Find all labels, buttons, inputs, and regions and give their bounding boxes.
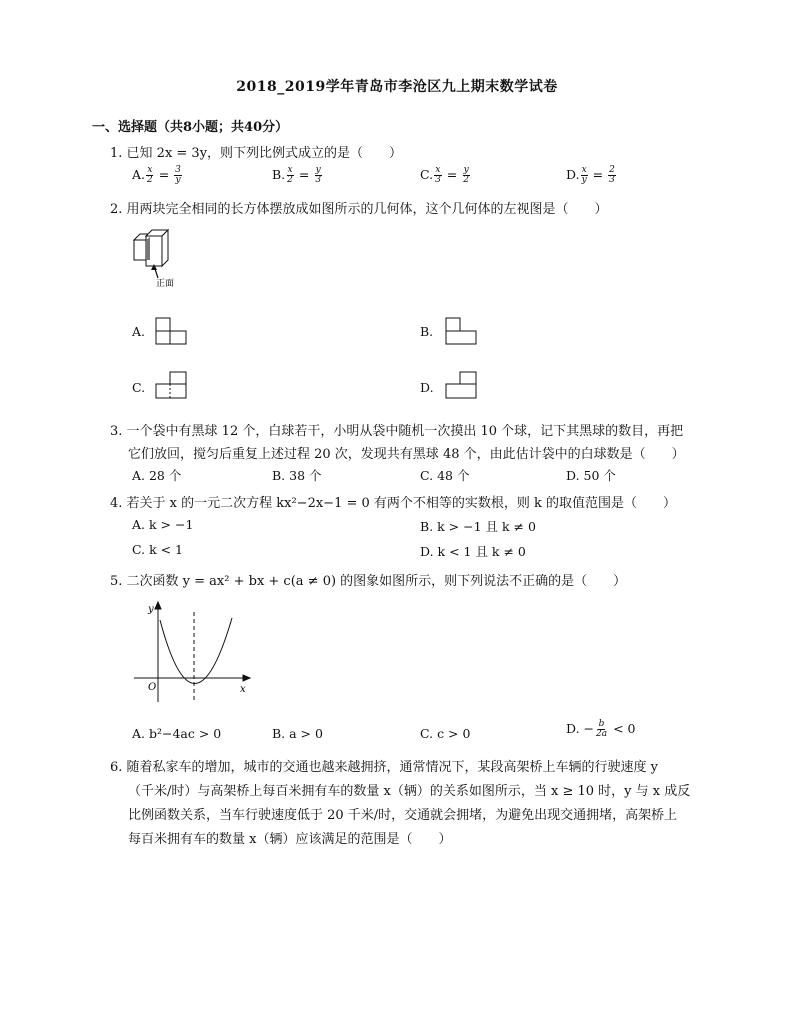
- option-a-view: [150, 316, 190, 346]
- x-axis-label: x: [240, 684, 246, 695]
- question-3-line-2: 它们放回，搅匀后重复上述过程 20 次，发现共有黑球 48 个，由此估计袋中的白球数是（ ）: [128, 447, 685, 462]
- question-1-stem: 1. 已知 2x = 3y，则下列比例式成立的是（ ）: [110, 146, 403, 161]
- question-6-line-2: （千米/时）与高架桥上每百米拥有车的数量 x（辆）的关系如图所示，当 x ≥ 10 时，y 与 x 成反: [128, 784, 691, 799]
- question-3-option-d: D. 50 个: [566, 468, 616, 483]
- question-2-option-c: C.: [132, 380, 146, 395]
- question-2-option-a: A.: [132, 324, 146, 339]
- question-6-line-4: 每百米拥有车的数量 x（辆）应该满足的范围是（ ）: [128, 832, 452, 847]
- question-1-option-d: D. $\frac{x}{y}$ = $\frac{2}{3}$: [566, 165, 615, 185]
- question-1-option-c: C. $\frac{x}{3}$ = $\frac{y}{2}$: [420, 165, 469, 185]
- question-3-option-b: B. 38 个: [272, 468, 322, 483]
- solid-figure: [128, 226, 188, 290]
- front-label: 正面: [156, 279, 175, 289]
- section-heading: 一、选择题（共8小题；共40分）: [92, 120, 289, 135]
- question-4-option-b: B. k > −1 且 k ≠ 0: [420, 519, 536, 534]
- option-b-view: [440, 316, 480, 346]
- origin-label: O: [148, 682, 157, 693]
- question-4-option-a: A. k > −1: [132, 517, 194, 532]
- parabola-curve: [160, 618, 232, 684]
- option-c-view: [150, 370, 190, 402]
- y-axis-arrow: [155, 602, 161, 609]
- x-axis-arrow: [243, 675, 250, 681]
- question-1-option-b: B. $\frac{x}{2}$ = $\frac{y}{3}$: [272, 165, 322, 185]
- question-5-option-c: C. c > 0: [420, 726, 471, 741]
- option-d-suffix: < 0: [613, 721, 636, 736]
- option-d-view: [440, 370, 480, 402]
- question-5-option-d: [566, 720, 635, 739]
- question-3-line-1: 3. 一个袋中有黑球 12 个，白球若干，小明从袋中随机一次摸出 10 个球，记下其黑球的数目，再把: [110, 424, 684, 439]
- option-d-prefix: D. −: [566, 721, 594, 736]
- question-1-option-a: A. $\frac{x}{2}$ = $\frac{3}{y}$: [132, 165, 181, 185]
- question-6-line-1: 6. 随着私家车的增加，城市的交通也越来越拥挤，通常情况下，某段高架桥上车辆的行驶速度 y: [110, 760, 659, 775]
- y-axis-label: y: [148, 604, 154, 615]
- question-6-line-3: 比例函数关系，当车行驶速度低于 20 千米/时，交通就会拥堵，为避免出现交通拥堵，高架桥上: [128, 808, 678, 823]
- question-3-option-c: C. 48 个: [420, 468, 470, 483]
- parabola-graph: [130, 598, 260, 708]
- question-4-option-d: D. k < 1 且 k ≠ 0: [420, 544, 526, 559]
- question-5-option-a: A. b²−4ac > 0: [132, 726, 222, 741]
- question-4-stem: 4. 若关于 x 的一元二次方程 kx²−2x−1 = 0 有两个不相等的实数根，则 k 的取值范围是（ ）: [110, 496, 677, 511]
- question-2-option-d: D.: [420, 380, 434, 395]
- question-2-option-b: B.: [420, 324, 434, 339]
- option-d-fraction: $\frac{b}{2a}$: [596, 719, 608, 739]
- question-3-option-a: A. 28 个: [132, 468, 182, 483]
- page-title: 2018_2019学年青岛市李沧区九上期末数学试卷: [236, 79, 558, 95]
- question-2-stem: 2. 用两块完全相同的长方体摆放成如图所示的几何体，这个几何体的左视图是（ ）: [110, 202, 608, 217]
- question-5-option-b: B. a > 0: [272, 726, 323, 741]
- question-5-stem: 5. 二次函数 y = ax² + bx + c(a ≠ 0) 的图象如图所示，则下列说法不正确的是（ ）: [110, 574, 627, 589]
- question-4-option-c: C. k < 1: [132, 542, 184, 557]
